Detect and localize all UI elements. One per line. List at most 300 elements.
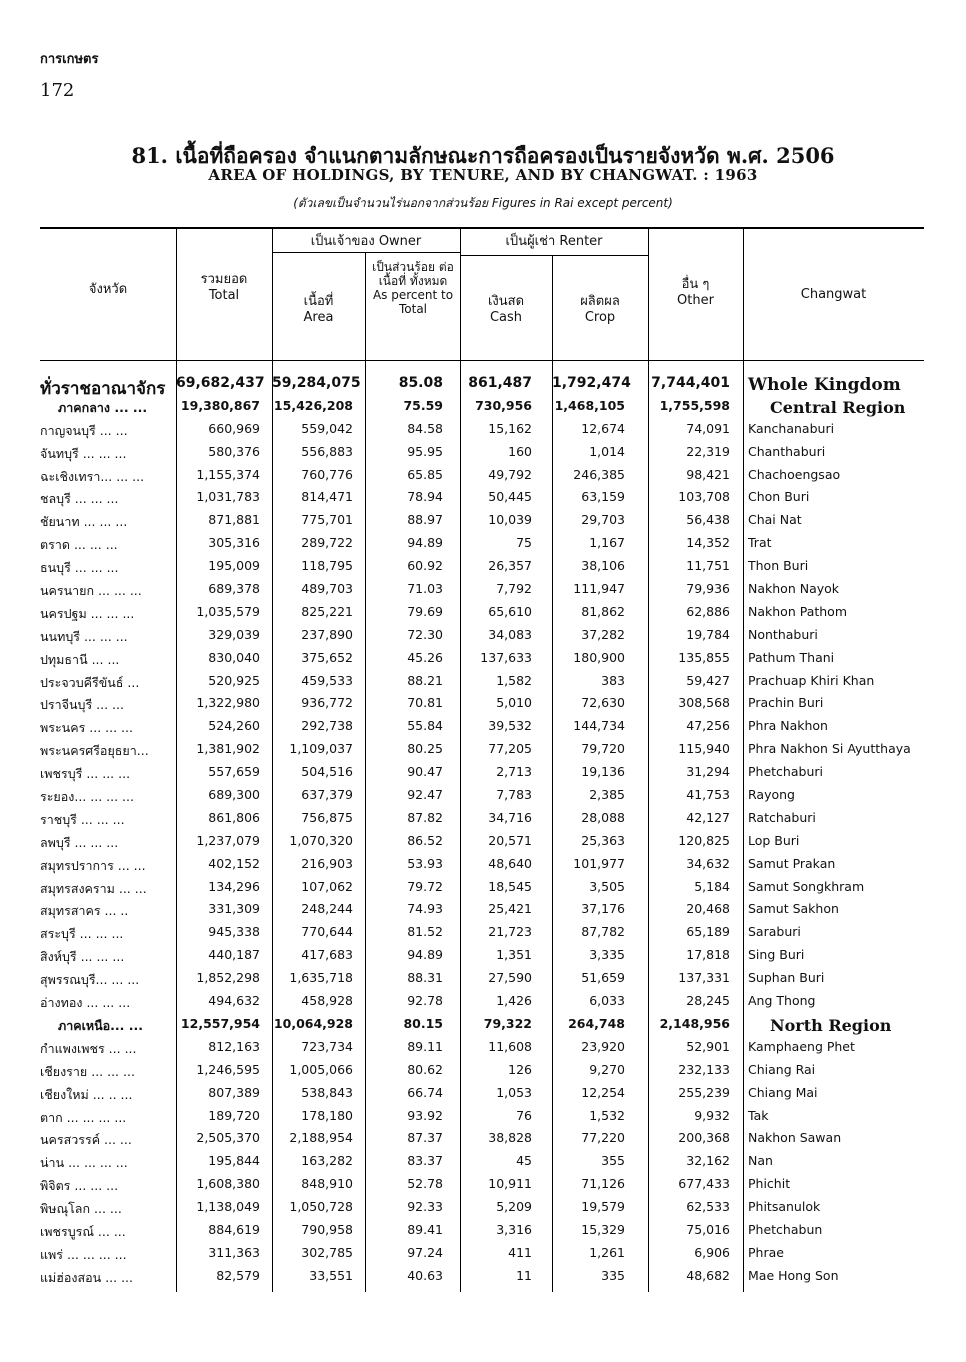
row-other: 32,162: [686, 1153, 730, 1169]
row-owner-area: 790,958: [301, 1221, 353, 1237]
row-other: 137,331: [678, 970, 730, 986]
row-other: 62,533: [686, 1199, 730, 1215]
row-total: 12,557,954: [180, 1015, 260, 1031]
header-renter-group: เป็นผู้เช่า Renter: [505, 234, 603, 249]
row-owner-percent: 71.03: [407, 581, 443, 597]
row-changwat-en: Phitsanulok: [748, 1199, 821, 1215]
row-changwat-en: Kamphaeng Phet: [748, 1038, 855, 1054]
row-renter-cash: 10,039: [488, 512, 532, 528]
table-row: [40, 1219, 924, 1242]
row-changwat-en: Nakhon Pathom: [748, 603, 847, 619]
table-row: [40, 784, 924, 807]
row-changwat-th: สมุทรสงคราม ... ...: [40, 880, 147, 896]
row-total: 1,138,049: [196, 1199, 260, 1215]
header-cash-en: Cash: [489, 310, 523, 325]
renter-group-rule: [460, 255, 648, 256]
row-changwat-th: แม่ฮ่องสอน ... ...: [40, 1269, 134, 1285]
table-row: [40, 1127, 924, 1150]
row-renter-crop: 246,385: [573, 466, 625, 482]
row-changwat-th: ตาก ... ... ... ...: [40, 1109, 127, 1125]
row-owner-area: 2,188,954: [289, 1130, 353, 1146]
row-owner-area: 107,062: [301, 878, 353, 894]
row-owner-area: 637,379: [301, 787, 353, 803]
row-other: 56,438: [686, 512, 730, 528]
row-total: 189,720: [208, 1107, 260, 1123]
row-other: 59,427: [686, 672, 730, 688]
row-changwat-th: พิจิตร ... ... ...: [40, 1178, 119, 1194]
row-changwat-en: Prachin Buri: [748, 695, 824, 711]
row-owner-percent: 92.78: [407, 993, 443, 1009]
row-renter-cash: 48,640: [488, 855, 532, 871]
row-changwat-en: Chachoengsao: [748, 466, 841, 482]
row-renter-crop: 28,088: [581, 809, 625, 825]
row-owner-percent: 65.85: [407, 466, 443, 482]
row-changwat-th: สมุทรปราการ ... ...: [40, 857, 146, 873]
row-total: 1,155,374: [196, 466, 260, 482]
row-changwat-th: กำแพงเพชร ... ...: [40, 1040, 137, 1056]
row-owner-area: 559,042: [301, 420, 353, 436]
row-renter-crop: 1,532: [589, 1107, 625, 1123]
row-renter-crop: 264,748: [568, 1015, 625, 1031]
table-row: [40, 441, 924, 464]
row-other: 6,906: [694, 1244, 730, 1260]
table-row: [40, 898, 924, 921]
header-other-en: Other: [677, 293, 714, 308]
row-total: 331,309: [208, 901, 260, 917]
row-renter-cash: 76: [516, 1107, 532, 1123]
row-renter-crop: 9,270: [589, 1061, 625, 1077]
row-total: 305,316: [208, 535, 260, 551]
row-changwat-th: เพชรบุรี ... ... ...: [40, 766, 131, 782]
row-total: 871,881: [208, 512, 260, 528]
row-total: 689,300: [208, 787, 260, 803]
row-renter-crop: 81,862: [581, 603, 625, 619]
row-changwat-th: สิงห์บุรี ... ... ...: [40, 949, 125, 965]
row-renter-crop: 3,505: [589, 878, 625, 894]
row-owner-percent: 60.92: [407, 558, 443, 574]
row-changwat-en: Nakhon Nayok: [748, 581, 840, 597]
header-other-th: อื่น ๆ: [681, 277, 710, 292]
row-other: 79,936: [686, 581, 730, 597]
row-renter-crop: 1,468,105: [554, 397, 625, 413]
row-changwat-en: Thon Buri: [748, 558, 809, 574]
row-total: 311,363: [208, 1244, 260, 1260]
row-other: 28,245: [686, 993, 730, 1009]
header-crop-th: ผลิตผล: [580, 294, 620, 309]
row-owner-area: 775,701: [301, 512, 353, 528]
row-renter-crop: 1,167: [589, 535, 625, 551]
row-changwat-en: Sing Buri: [748, 947, 805, 963]
row-total: 440,187: [208, 947, 260, 963]
row-renter-cash: 411: [508, 1244, 532, 1260]
row-renter-cash: 1,053: [496, 1084, 532, 1100]
row-other: 7,744,401: [651, 375, 730, 391]
row-changwat-th: เชียงราย ... ... ...: [40, 1063, 135, 1079]
row-owner-area: 770,644: [301, 924, 353, 940]
row-renter-cash: 3,316: [496, 1221, 532, 1237]
table-row: [40, 807, 924, 830]
row-owner-percent: 83.37: [407, 1153, 443, 1169]
row-total: 195,009: [208, 558, 260, 574]
row-changwat-th: นครสวรรค์ ... ...: [40, 1132, 132, 1148]
row-owner-area: 814,471: [301, 489, 353, 505]
row-owner-percent: 97.24: [407, 1244, 443, 1260]
row-renter-cash: 39,532: [488, 718, 532, 734]
title-thai-text: เนื้อที่ถือครอง จำแนกตามลักษณะการถือครองเป็นรายจังหวัด พ.ศ. 2506: [175, 143, 835, 168]
header-crop-en: Crop: [584, 310, 616, 325]
row-renter-cash: 65,610: [488, 603, 532, 619]
row-renter-crop: 19,579: [581, 1199, 625, 1215]
row-renter-cash: 45: [516, 1153, 532, 1169]
row-changwat-en: Lop Buri: [748, 832, 800, 848]
row-changwat-en: Phrae: [748, 1244, 784, 1260]
row-renter-cash: 27,590: [488, 970, 532, 986]
row-renter-cash: 77,205: [488, 741, 532, 757]
row-renter-crop: 23,920: [581, 1038, 625, 1054]
row-owner-area: 163,282: [301, 1153, 353, 1169]
row-owner-area: 556,883: [301, 443, 353, 459]
row-owner-area: 936,772: [301, 695, 353, 711]
header-bottom-rule: [40, 360, 924, 361]
table-row: [40, 1173, 924, 1196]
row-total: 69,682,437: [176, 375, 265, 391]
row-total: 557,659: [208, 764, 260, 780]
table-row: [40, 715, 924, 738]
row-owner-area: 825,221: [301, 603, 353, 619]
row-renter-cash: 730,956: [475, 397, 532, 413]
row-renter-crop: 12,674: [581, 420, 625, 436]
row-renter-cash: 38,828: [488, 1130, 532, 1146]
table-row: [40, 601, 924, 624]
row-changwat-en: Ratchaburi: [748, 809, 816, 825]
header-percent-en: As percent to Total: [372, 288, 454, 316]
row-owner-area: 248,244: [301, 901, 353, 917]
row-other: 19,784: [686, 626, 730, 642]
row-owner-area: 1,635,718: [289, 970, 353, 986]
row-owner-percent: 79.72: [407, 878, 443, 894]
row-changwat-th: เพชรบูรณ์ ... ...: [40, 1223, 126, 1239]
row-total: 1,035,579: [196, 603, 260, 619]
row-owner-percent: 87.37: [407, 1130, 443, 1146]
row-renter-crop: 2,385: [589, 787, 625, 803]
row-changwat-th: พิษณุโลก ... ...: [40, 1201, 122, 1217]
row-changwat-en: Phetchabun: [748, 1221, 823, 1237]
row-owner-area: 118,795: [301, 558, 353, 574]
row-renter-cash: 126: [508, 1061, 532, 1077]
row-changwat-th: ตราด ... ... ...: [40, 537, 118, 553]
row-owner-percent: 45.26: [407, 649, 443, 665]
row-renter-cash: 10,911: [488, 1176, 532, 1192]
row-other: 22,319: [686, 443, 730, 459]
row-changwat-en: Tak: [748, 1107, 769, 1123]
row-renter-cash: 11: [516, 1267, 532, 1283]
row-changwat-en: Chon Buri: [748, 489, 810, 505]
row-changwat-th: นครนายก ... ... ...: [40, 583, 142, 599]
row-owner-area: 459,533: [301, 672, 353, 688]
row-owner-percent: 94.89: [407, 947, 443, 963]
header-total: [176, 272, 272, 304]
row-changwat-en: Prachuap Khiri Khan: [748, 672, 875, 688]
row-renter-cash: 1,582: [496, 672, 532, 688]
row-changwat-th: ราชบุรี ... ... ...: [40, 811, 125, 827]
row-other: 2,148,956: [659, 1015, 730, 1031]
table-row: [40, 1265, 924, 1288]
row-owner-area: 289,722: [301, 535, 353, 551]
row-owner-percent: 88.31: [407, 970, 443, 986]
row-owner-area: 504,516: [301, 764, 353, 780]
row-changwat-en: Nan: [748, 1153, 773, 1169]
row-renter-crop: 77,220: [581, 1130, 625, 1146]
row-changwat-en: Phetchaburi: [748, 764, 823, 780]
row-renter-cash: 5,010: [496, 695, 532, 711]
table-body: [40, 372, 924, 1288]
row-renter-crop: 72,630: [581, 695, 625, 711]
row-changwat-th: ปราจีนบุรี ... ...: [40, 697, 124, 713]
table-row: [40, 1036, 924, 1059]
table-row: [40, 692, 924, 715]
row-changwat-en: Nakhon Sawan: [748, 1130, 842, 1146]
row-changwat-th: สมุทรสาคร ... ..: [40, 903, 129, 919]
row-changwat-en: Phra Nakhon: [748, 718, 828, 734]
row-renter-cash: 25,421: [488, 901, 532, 917]
table-row: [40, 967, 924, 990]
row-changwat-th: ภาคเหนือ... ...: [58, 1017, 144, 1033]
row-renter-cash: 21,723: [488, 924, 532, 940]
row-changwat-en: Chai Nat: [748, 512, 802, 528]
row-total: 1,031,783: [196, 489, 260, 505]
table-row: [40, 1059, 924, 1082]
table-row: [40, 670, 924, 693]
row-owner-area: 292,738: [301, 718, 353, 734]
table-row: [40, 1105, 924, 1128]
row-other: 42,127: [686, 809, 730, 825]
table-row: [40, 418, 924, 441]
row-changwat-en: Samut Prakan: [748, 855, 836, 871]
row-total: 1,381,902: [196, 741, 260, 757]
row-total: 329,039: [208, 626, 260, 642]
table-row: [40, 509, 924, 532]
table-row: [40, 1242, 924, 1265]
row-total: 812,163: [208, 1038, 260, 1054]
row-renter-crop: 1,014: [589, 443, 625, 459]
row-total: 134,296: [208, 878, 260, 894]
row-other: 255,239: [678, 1084, 730, 1100]
table-row: [40, 395, 924, 418]
row-renter-cash: 15,162: [488, 420, 532, 436]
row-renter-cash: 34,083: [488, 626, 532, 642]
row-total: 945,338: [208, 924, 260, 940]
row-owner-percent: 92.33: [407, 1199, 443, 1215]
row-other: 5,184: [694, 878, 730, 894]
header-percent: [369, 260, 457, 316]
row-changwat-en: Samut Sakhon: [748, 901, 839, 917]
row-total: 1,237,079: [196, 832, 260, 848]
row-renter-cash: 34,716: [488, 809, 532, 825]
row-owner-percent: 74.93: [407, 901, 443, 917]
row-changwat-th: สุพรรณบุรี... ... ...: [40, 972, 140, 988]
row-renter-cash: 18,545: [488, 878, 532, 894]
row-other: 232,133: [678, 1061, 730, 1077]
row-changwat-en: Rayong: [748, 787, 795, 803]
row-owner-percent: 88.21: [407, 672, 443, 688]
row-changwat-en: Trat: [748, 535, 772, 551]
page-number: 172: [40, 80, 75, 101]
row-owner-area: 1,005,066: [289, 1061, 353, 1077]
row-other: 98,421: [686, 466, 730, 482]
row-renter-cash: 49,792: [488, 466, 532, 482]
row-total: 580,376: [208, 443, 260, 459]
row-changwat-en: Chiang Rai: [748, 1061, 816, 1077]
row-other: 48,682: [686, 1267, 730, 1283]
row-other: 14,352: [686, 535, 730, 551]
row-owner-area: 1,070,320: [289, 832, 353, 848]
row-owner-percent: 86.52: [407, 832, 443, 848]
row-renter-cash: 1,426: [496, 993, 532, 1009]
row-other: 41,753: [686, 787, 730, 803]
row-renter-cash: 79,322: [483, 1015, 532, 1031]
row-renter-crop: 37,282: [581, 626, 625, 642]
row-total: 830,040: [208, 649, 260, 665]
row-renter-cash: 137,633: [480, 649, 532, 665]
header-area-th: เนื้อที่: [303, 294, 334, 309]
table-row: [40, 830, 924, 853]
row-changwat-th: นนทบุรี ... ... ...: [40, 628, 128, 644]
row-renter-crop: 87,782: [581, 924, 625, 940]
row-renter-crop: 25,363: [581, 832, 625, 848]
row-renter-crop: 71,126: [581, 1176, 625, 1192]
row-owner-area: 33,551: [309, 1267, 353, 1283]
table-row: [40, 532, 924, 555]
row-changwat-th: ทั่วราชอาณาจักร: [40, 379, 166, 399]
row-changwat-en: Chiang Mai: [748, 1084, 818, 1100]
table-row: [40, 1150, 924, 1173]
row-changwat-en: Nonthaburi: [748, 626, 818, 642]
row-other: 34,632: [686, 855, 730, 871]
row-changwat-th: พระนครศรีอยุธยา...: [40, 743, 149, 759]
table-row: [40, 761, 924, 784]
row-changwat-th: ระยอง... ... ... ...: [40, 789, 134, 805]
row-renter-crop: 180,900: [573, 649, 625, 665]
row-total: 1,322,980: [196, 695, 260, 711]
row-renter-crop: 383: [601, 672, 625, 688]
header-crop: [552, 294, 648, 326]
row-changwat-th: พระนคร ... ... ...: [40, 720, 133, 736]
row-total: 82,579: [216, 1267, 260, 1283]
row-changwat-th: ธนบุรี ... ... ...: [40, 560, 119, 576]
header-owner-group: เป็นเจ้าของ Owner: [310, 234, 422, 249]
row-renter-crop: 12,254: [581, 1084, 625, 1100]
row-changwat-en: Mae Hong Son: [748, 1267, 839, 1283]
row-changwat-th: แพร่ ... ... ... ...: [40, 1246, 127, 1262]
row-owner-area: 1,050,728: [289, 1199, 353, 1215]
row-renter-cash: 1,351: [496, 947, 532, 963]
row-renter-cash: 75: [516, 535, 532, 551]
row-other: 9,932: [694, 1107, 730, 1123]
row-renter-cash: 20,571: [488, 832, 532, 848]
row-renter-crop: 1,792,474: [552, 375, 631, 391]
row-other: 200,368: [678, 1130, 730, 1146]
row-renter-cash: 26,357: [488, 558, 532, 574]
row-renter-cash: 11,608: [488, 1038, 532, 1054]
row-owner-area: 1,109,037: [289, 741, 353, 757]
row-renter-cash: 50,445: [488, 489, 532, 505]
row-renter-crop: 29,703: [581, 512, 625, 528]
row-renter-cash: 160: [508, 443, 532, 459]
row-total: 524,260: [208, 718, 260, 734]
table-row: [40, 647, 924, 670]
row-changwat-en: Phra Nakhon Si Ayutthaya: [748, 741, 911, 757]
row-owner-percent: 89.11: [407, 1038, 443, 1054]
row-owner-area: 178,180: [301, 1107, 353, 1123]
row-owner-area: 458,928: [301, 993, 353, 1009]
header-percent-th: เป็นส่วนร้อย ต่อเนื้อที่ ทั้งหมด: [372, 260, 454, 288]
row-changwat-th: นครปฐม ... ... ...: [40, 605, 135, 621]
row-owner-percent: 85.08: [398, 375, 443, 391]
row-other: 308,568: [678, 695, 730, 711]
row-other: 31,294: [686, 764, 730, 780]
row-other: 20,468: [686, 901, 730, 917]
header-changwat-en: Changwat: [800, 287, 867, 302]
row-changwat-en: Whole Kingdom: [748, 375, 901, 395]
row-renter-cash: 861,487: [468, 375, 532, 391]
table-row: [40, 1082, 924, 1105]
row-other: 47,256: [686, 718, 730, 734]
header-area-en: Area: [303, 310, 334, 325]
units-note: (ตัวเลขเป็นจำนวนไร่นอกจากส่วนร้อย Figures in Rai except percent): [293, 196, 673, 210]
row-owner-percent: 94.89: [407, 535, 443, 551]
row-owner-percent: 66.74: [407, 1084, 443, 1100]
row-owner-percent: 89.41: [407, 1221, 443, 1237]
row-other: 1,755,598: [659, 397, 730, 413]
row-owner-percent: 70.81: [407, 695, 443, 711]
row-changwat-th: ประจวบคีรีขันธ์ ...: [40, 674, 140, 690]
table-row: [40, 990, 924, 1013]
row-changwat-th: ภาคกลาง ... ...: [58, 399, 148, 415]
row-changwat-th: อ่างทอง ... ... ...: [40, 995, 131, 1011]
row-owner-percent: 93.92: [407, 1107, 443, 1123]
header-cash-th: เงินสด: [487, 294, 525, 309]
row-total: 660,969: [208, 420, 260, 436]
row-changwat-th: ลพบุรี ... ... ...: [40, 834, 119, 850]
row-owner-percent: 80.62: [407, 1061, 443, 1077]
row-total: 19,380,867: [180, 397, 260, 413]
table-row: [40, 555, 924, 578]
row-total: 195,844: [208, 1153, 260, 1169]
row-renter-crop: 63,159: [581, 489, 625, 505]
row-owner-percent: 79.69: [407, 603, 443, 619]
table-row: [40, 1196, 924, 1219]
row-changwat-th: ชลบุรี ... ... ...: [40, 491, 119, 507]
row-total: 1,852,298: [196, 970, 260, 986]
row-changwat-en: Samut Songkhram: [748, 878, 865, 894]
table-row: [40, 624, 924, 647]
row-changwat-th: เชียงใหม่ ... .. ...: [40, 1086, 133, 1102]
table-number: 81.: [131, 143, 168, 168]
owner-group-rule: [272, 252, 460, 253]
row-total: 1,608,380: [196, 1176, 260, 1192]
table-row: [40, 853, 924, 876]
row-owner-area: 302,785: [301, 1244, 353, 1260]
row-other: 17,818: [686, 947, 730, 963]
row-owner-area: 756,875: [301, 809, 353, 825]
row-renter-crop: 6,033: [589, 993, 625, 1009]
table-row: [40, 464, 924, 487]
row-changwat-en: Central Region: [770, 397, 906, 417]
row-total: 861,806: [208, 809, 260, 825]
row-renter-cash: 2,713: [496, 764, 532, 780]
row-changwat-th: ฉะเชิงเทรา... ... ...: [40, 468, 145, 484]
row-owner-percent: 72.30: [407, 626, 443, 642]
